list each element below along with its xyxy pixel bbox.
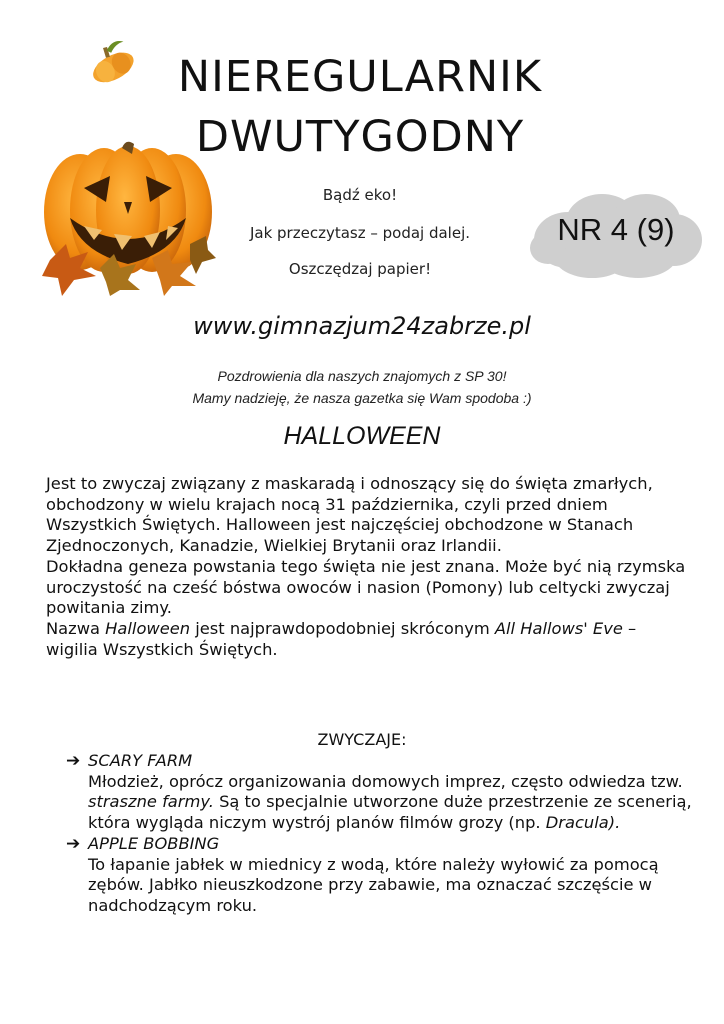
title-line-2: DWUTYGODNY [195, 112, 525, 162]
greeting-line-2: Mamy nadzieję, że nasza gazetka się Wam spodoba :) [192, 390, 532, 406]
arrow-right-icon: ➔ [66, 751, 81, 771]
p3-text-g: – wigilia Wszystkich Świętych. [46, 618, 637, 659]
customs-heading: ZWYCZAJE: [317, 730, 407, 749]
item-1-dracula: Dracula). [545, 813, 621, 833]
article-heading: HALLOWEEN [283, 422, 441, 450]
paragraph-2: Dokładna geneza powstania tego święta nie jest znana. Może być nią rzymska uroczystość na cześć bóstwa owoców i nasion (Pomony) lub celtycki zwyczaj powitania zimy. [46, 556, 686, 618]
greeting-line-1: Pozdrowienia dla naszych znajomych z SP 30! [217, 368, 507, 384]
list-item-title [66, 751, 706, 772]
motto-line-2: Jak przeczytasz – podaj dalej. [249, 224, 471, 242]
p3-apostrophe: ' [583, 618, 593, 638]
item-2-body: To łapanie jabłek w miednicy z wodą, które należy wyłowić za pomocą zębów. Jabłko nieuszkodzone przy zabawie, ma oznaczać szczęście w nadchodzącym roku. [88, 854, 659, 915]
issue-number: NR 4 (9) [557, 212, 675, 247]
motto-line-1: Bądź eko! [322, 186, 398, 204]
item-1-text-c: Są to specjalnie utworzone duże przestrzenie ze scenerią, która wygląda niczym wystrój planów filmów grozy (np. [88, 792, 692, 833]
p3-halloween: Halloween [105, 618, 191, 638]
customs-list [66, 751, 706, 917]
item-1-text-a: Młodzież, oprócz organizowania domowych imprez, często odwiedza tzw. [88, 771, 683, 791]
website-url[interactable]: www.gimnazjum24zabrze.pl [193, 312, 531, 340]
p3-text-a: Nazwa [46, 618, 106, 638]
item-1-body [88, 772, 706, 834]
article-body [46, 474, 686, 660]
item-1-straszne-farmy: straszne farmy. [88, 792, 214, 812]
title-line-1: NIEREGULARNIK [177, 52, 543, 102]
p3-text-c: jest najprawdopodobniej skróconym [190, 618, 495, 638]
p3-eve: Eve [592, 618, 623, 638]
motto-line-3: Oszczędzaj papier! [288, 260, 432, 278]
paragraph-3 [46, 619, 686, 660]
p3-all-hallows: All Hallows [494, 618, 584, 638]
arrow-right-icon: ➔ [66, 833, 81, 854]
item-1-title: SCARY FARM [88, 751, 193, 770]
jack-o-lantern-icon [40, 140, 216, 296]
list-item-title [66, 834, 706, 855]
paragraph-1: Jest to zwyczaj związany z maskaradą i odnoszący się do święta zmarłych, obchodzony w wielu krajach nocą 31 października, czyli przed dniem Wszystkich Świętych. Halloween jest najczęściej obchodzone w Stanach Zjednoczonych, Kanadzie, Wielkiej Brytanii oraz Irlandii. [46, 474, 653, 556]
item-2-title: APPLE BOBBING [88, 833, 220, 853]
